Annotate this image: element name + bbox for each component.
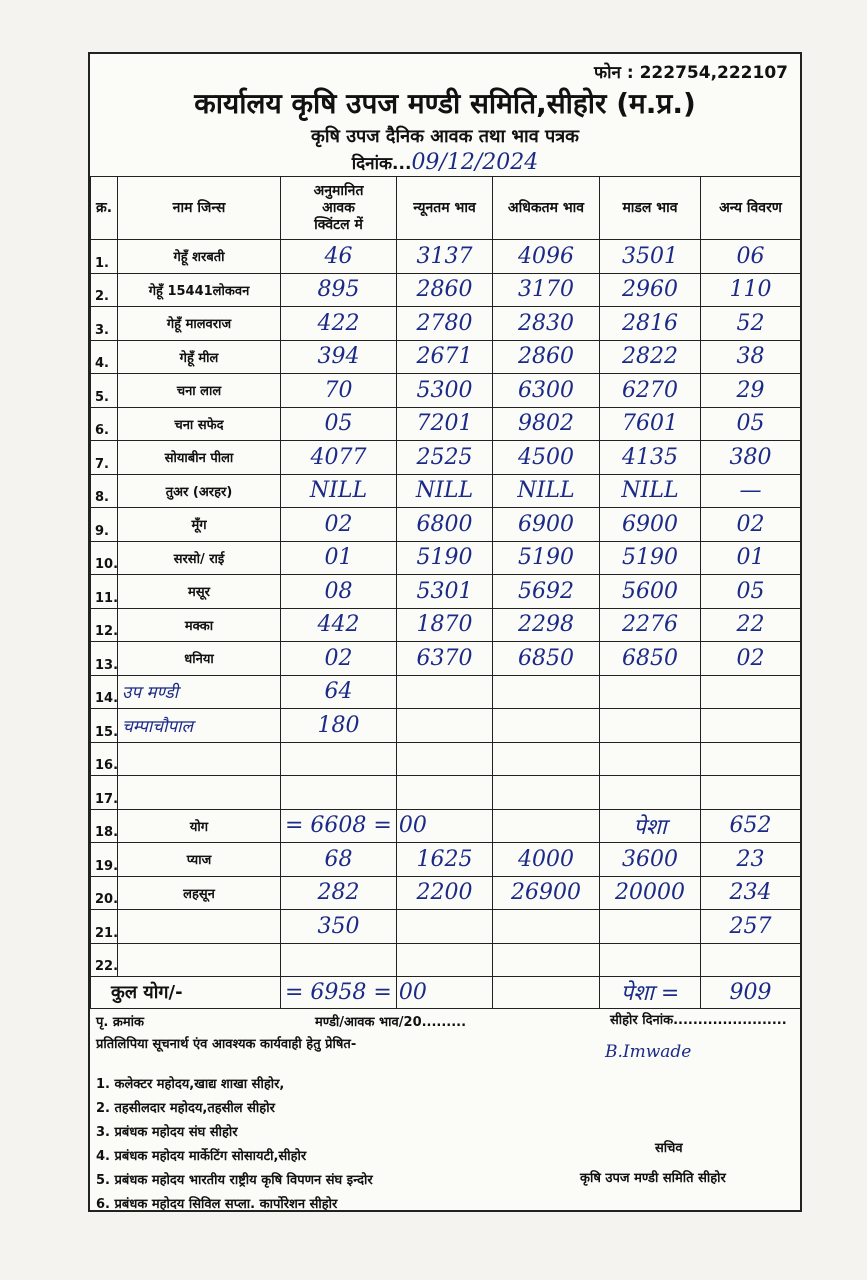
cell-min: 6370 [397, 642, 493, 676]
table-row [91, 340, 801, 374]
table-row [91, 675, 801, 709]
cell-max: 9802 [493, 407, 600, 441]
cell-name [118, 742, 281, 776]
cell-other [701, 776, 801, 810]
cell-other [701, 742, 801, 776]
cell-other: — [701, 474, 801, 508]
cell-other: 02 [701, 642, 801, 676]
cell-min: 1625 [397, 843, 493, 877]
cell-modal [600, 910, 701, 944]
grand-total-modal: पेशा = [600, 977, 701, 1009]
col-other: अन्य विवरण [701, 177, 801, 240]
cell-min: 6800 [397, 508, 493, 542]
cell-name: प्याज [118, 843, 281, 877]
cell-modal: 6900 [600, 508, 701, 542]
table-row [91, 407, 801, 441]
table-row [91, 709, 801, 743]
col-arrival [281, 177, 397, 240]
cell-max: 4000 [493, 843, 600, 877]
cell-min [397, 910, 493, 944]
cell-other: 23 [701, 843, 801, 877]
cell-modal: 7601 [600, 407, 701, 441]
cell-sr: 18. [91, 809, 118, 843]
cell-sr: 2. [91, 273, 118, 307]
cell-sr: 12. [91, 608, 118, 642]
col-min: न्यूनतम भाव [397, 177, 493, 240]
col-sr: क्र. [91, 177, 118, 240]
cell-min [397, 776, 493, 810]
table-row [91, 508, 801, 542]
cell-other [701, 709, 801, 743]
cell-sr: 4. [91, 340, 118, 374]
cell-min: NILL [397, 474, 493, 508]
cell-other: 02 [701, 508, 801, 542]
cell-other [701, 675, 801, 709]
cell-max: 3170 [493, 273, 600, 307]
cell-sr: 21. [91, 910, 118, 944]
cell-name: योग [118, 809, 281, 843]
cell-modal [600, 943, 701, 977]
cell-sr: 15. [91, 709, 118, 743]
cell-min: 7201 [397, 407, 493, 441]
col-arrival-line2: आवक [322, 199, 355, 216]
cell-sr: 3. [91, 307, 118, 341]
col-modal: माडल भाव [600, 177, 701, 240]
cell-sr: 20. [91, 876, 118, 910]
table-row [91, 474, 801, 508]
cell-other: 257 [701, 910, 801, 944]
col-max: अधिकतम भाव [493, 177, 600, 240]
cell-min [397, 742, 493, 776]
cell-arrival: 70 [281, 374, 397, 408]
cell-min: 2780 [397, 307, 493, 341]
cell-max: 5190 [493, 541, 600, 575]
recipient-item: 5. प्रबंधक महोदय भारतीय राष्ट्रीय कृषि विपणन संघ इन्दोर [96, 1173, 373, 1188]
cell-sr: 7. [91, 441, 118, 475]
table-row [91, 608, 801, 642]
cell-min: 2671 [397, 340, 493, 374]
cell-other: 05 [701, 575, 801, 609]
cell-max: 6850 [493, 642, 600, 676]
cell-arrival: 64 [281, 675, 397, 709]
cell-other: 38 [701, 340, 801, 374]
cell-sr: 16. [91, 742, 118, 776]
cell-max [493, 709, 600, 743]
cell-max: 2830 [493, 307, 600, 341]
mandi-report-sheet [88, 52, 802, 1212]
table-row [91, 943, 801, 977]
cell-modal [600, 742, 701, 776]
cell-max: 2860 [493, 340, 600, 374]
cell-sr: 17. [91, 776, 118, 810]
grand-total-arrival: = 6958 = 00 [281, 977, 397, 1009]
col-arrival-line3: क्विंटल में [314, 216, 363, 233]
recipient-item: 6. प्रबंधक महोदय सिविल सप्ला. कार्पोरेशन सीहोर [96, 1197, 338, 1212]
cell-sr: 6. [91, 407, 118, 441]
committee-label: कृषि उपज मण्डी समिति सीहोर [580, 1171, 726, 1186]
cell-name: मक्का [118, 608, 281, 642]
cell-other [701, 943, 801, 977]
cell-min: 5190 [397, 541, 493, 575]
cell-sr: 22. [91, 943, 118, 977]
cell-arrival: 05 [281, 407, 397, 441]
cell-sr: 14. [91, 675, 118, 709]
cell-other: 06 [701, 240, 801, 274]
cell-max [493, 776, 600, 810]
cell-sr: 10. [91, 541, 118, 575]
cell-name: गेहूँ 15441लोकवन [118, 273, 281, 307]
cell-other: 05 [701, 407, 801, 441]
table-row [91, 876, 801, 910]
table-row [91, 742, 801, 776]
table-row [91, 776, 801, 810]
table-row [91, 240, 801, 274]
cell-arrival [281, 742, 397, 776]
cell-max: NILL [493, 474, 600, 508]
recipient-item: 2. तहसीलदार महोदय,तहसील सीहोर [96, 1101, 275, 1116]
cell-arrival: 02 [281, 642, 397, 676]
cell-modal: 5600 [600, 575, 701, 609]
col-name: नाम जिन्स [118, 177, 281, 240]
cell-arrival: 46 [281, 240, 397, 274]
cell-name: गेहूँ मील [118, 340, 281, 374]
cell-arrival: 4077 [281, 441, 397, 475]
cell-arrival: = 6608 = 00 [281, 809, 397, 843]
cell-max [493, 742, 600, 776]
cell-name: गेहूँ मालवराज [118, 307, 281, 341]
cell-name: सरसो/ राई [118, 541, 281, 575]
cell-min: 3137 [397, 240, 493, 274]
cell-modal: 2816 [600, 307, 701, 341]
cell-name: चना सफेद [118, 407, 281, 441]
cell-min [397, 943, 493, 977]
table-row [91, 541, 801, 575]
cell-max [493, 943, 600, 977]
cell-other: 29 [701, 374, 801, 408]
place-date: सीहोर दिनांक....................... [610, 1013, 787, 1028]
cell-max [493, 675, 600, 709]
table-row [91, 374, 801, 408]
cell-other: 52 [701, 307, 801, 341]
page-subtitle: कृषि उपज दैनिक आवक तथा भाव पत्रक [311, 126, 579, 147]
cell-modal: 5190 [600, 541, 701, 575]
cell-arrival: 282 [281, 876, 397, 910]
cell-min: 2860 [397, 273, 493, 307]
table-row [91, 642, 801, 676]
cell-name [118, 776, 281, 810]
cell-arrival: 350 [281, 910, 397, 944]
cell-modal [600, 709, 701, 743]
cell-name: धनिया [118, 642, 281, 676]
cell-arrival: 01 [281, 541, 397, 575]
page-title: कार्यालय कृषि उपज मण्डी समिति,सीहोर (म.प्र.) [194, 87, 696, 120]
table-row [91, 843, 801, 877]
cell-modal: NILL [600, 474, 701, 508]
cell-max: 5692 [493, 575, 600, 609]
cell-name: तुअर (अरहर) [118, 474, 281, 508]
cell-other: 01 [701, 541, 801, 575]
cell-modal: 3501 [600, 240, 701, 274]
cell-modal [600, 675, 701, 709]
cell-arrival: 442 [281, 608, 397, 642]
cell-arrival [281, 943, 397, 977]
cell-modal: 6270 [600, 374, 701, 408]
secretary-label: सचिव [655, 1141, 683, 1156]
cell-min: 1870 [397, 608, 493, 642]
cell-arrival: 180 [281, 709, 397, 743]
cell-name [118, 910, 281, 944]
cell-max: 4500 [493, 441, 600, 475]
cell-other: 234 [701, 876, 801, 910]
ref-number: पृ. क्रमांक [96, 1015, 144, 1030]
cell-name: मसूर [118, 575, 281, 609]
cell-modal: 2276 [600, 608, 701, 642]
copy-line: प्रतिलिपिया सूचनार्थ एंव आवश्यक कार्यवाही हेतु प्रेषित- [96, 1037, 357, 1052]
date-line [90, 150, 800, 175]
cell-arrival: NILL [281, 474, 397, 508]
table-row [91, 273, 801, 307]
cell-max: 6300 [493, 374, 600, 408]
cell-min: 5301 [397, 575, 493, 609]
cell-arrival: 08 [281, 575, 397, 609]
cell-other: 380 [701, 441, 801, 475]
recipient-item: 4. प्रबंधक महोदय मार्केटिंग सोसायटी,सीहोर [96, 1149, 307, 1164]
grand-total-other: 909 [701, 977, 801, 1009]
cell-max: 26900 [493, 876, 600, 910]
cell-arrival: 68 [281, 843, 397, 877]
recipient-item: 1. कलेक्टर महोदय,खाद्य शाखा सीहोर, [96, 1077, 285, 1092]
cell-name: मूँग [118, 508, 281, 542]
cell-sr: 9. [91, 508, 118, 542]
cell-modal: 3600 [600, 843, 701, 877]
cell-sr: 5. [91, 374, 118, 408]
cell-min: 5300 [397, 374, 493, 408]
cell-sr: 13. [91, 642, 118, 676]
cell-max: 6900 [493, 508, 600, 542]
cell-name: सोयाबीन पीला [118, 441, 281, 475]
cell-arrival [281, 776, 397, 810]
cell-min [397, 709, 493, 743]
grand-total-row [91, 977, 801, 1009]
cell-name [118, 943, 281, 977]
grand-total-label: कुल योग/- [91, 977, 281, 1009]
cell-modal: पेशा [600, 809, 701, 843]
phone-number: फोन : 222754,222107 [594, 63, 788, 83]
cell-modal: 2822 [600, 340, 701, 374]
cell-name: उप मण्डी [118, 675, 281, 709]
cell-max: 2298 [493, 608, 600, 642]
cell-arrival: 895 [281, 273, 397, 307]
grand-total-empty [493, 977, 600, 1009]
cell-other: 652 [701, 809, 801, 843]
cell-max [493, 910, 600, 944]
cell-max [493, 809, 600, 843]
cell-modal: 20000 [600, 876, 701, 910]
cell-sr: 11. [91, 575, 118, 609]
cell-name: चना लाल [118, 374, 281, 408]
cell-name: गेहूँ शरबती [118, 240, 281, 274]
cell-arrival: 394 [281, 340, 397, 374]
table-header-row [91, 177, 801, 240]
cell-other: 110 [701, 273, 801, 307]
cell-sr: 1. [91, 240, 118, 274]
cell-modal: 2960 [600, 273, 701, 307]
date-value: 09/12/2024 [411, 150, 539, 175]
cell-modal [600, 776, 701, 810]
price-table [90, 176, 801, 1009]
cell-min [397, 675, 493, 709]
col-arrival-line1: अनुमानित [313, 182, 364, 199]
cell-other: 22 [701, 608, 801, 642]
cell-name: चम्पाचौपाल [118, 709, 281, 743]
cell-sr: 8. [91, 474, 118, 508]
table-row [91, 307, 801, 341]
mandi-line: मण्डी/आवक भाव/20......... [315, 1015, 467, 1030]
cell-name: लहसून [118, 876, 281, 910]
cell-arrival: 422 [281, 307, 397, 341]
cell-min: 2525 [397, 441, 493, 475]
cell-max: 4096 [493, 240, 600, 274]
date-label: दिनांक... [351, 154, 412, 174]
cell-min: 2200 [397, 876, 493, 910]
cell-modal: 6850 [600, 642, 701, 676]
signature: B.Imwade [605, 1042, 692, 1062]
cell-sr: 19. [91, 843, 118, 877]
table-row [91, 575, 801, 609]
table-row [91, 441, 801, 475]
recipient-item: 3. प्रबंधक महोदय संघ सीहोर [96, 1125, 238, 1140]
table-row [91, 910, 801, 944]
cell-arrival: 02 [281, 508, 397, 542]
cell-modal: 4135 [600, 441, 701, 475]
table-row [91, 809, 801, 843]
